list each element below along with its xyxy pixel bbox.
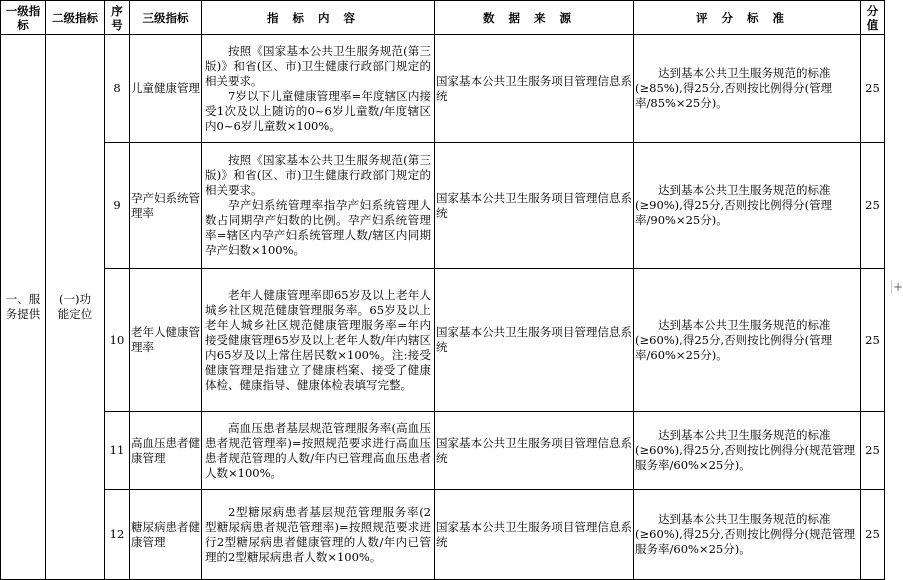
row-indicator-name: 孕产妇系统管理率	[130, 143, 202, 269]
row-seq: 11	[105, 412, 130, 490]
header-source: 数据来源	[435, 1, 634, 35]
row-criteria-text: 达到基本公共卫生服务规范的标准(≥60%),得25分,否则按比例得分(规范管理服务率/60%×25分)。	[635, 428, 856, 472]
row-content-p2: 孕产妇系统管理率指孕产妇系统管理人数占同期孕产妇数的比例。孕产妇系统管理率=辖区内孕产妇系统管理人数/辖区内同期孕产妇数×100%。	[205, 198, 431, 257]
group-level1: 一、服务提供	[1, 35, 46, 580]
row-score: 25	[861, 143, 885, 269]
row-content-p2: 7岁以下儿童健康管理率=年度辖区内接受1次及以上随访的0~6岁儿童数/年度辖区内0~6岁儿童数×100%。	[205, 88, 431, 133]
header-level1: 一级指标	[1, 1, 46, 35]
row-source: 国家基本公共卫生服务项目管理信息系统	[435, 269, 634, 412]
header-level3: 三级指标	[130, 1, 202, 35]
row-score: 25	[861, 35, 885, 143]
header-seq: 序号	[105, 1, 130, 35]
header-row	[1, 1, 885, 35]
row-seq: 9	[105, 143, 130, 269]
row-criteria-text: 达到基本公共卫生服务规范的标准(≥60%),得25分,否则按比例得分(管理率/60%×25分)。	[635, 317, 833, 362]
row-score: 25	[861, 269, 885, 412]
row-content	[202, 412, 435, 490]
table-row	[1, 269, 885, 412]
row-criteria-text: 达到基本公共卫生服务规范的标准(≥85%),得25分,否则按比例得分(管理率/85%×25分)。	[635, 66, 833, 110]
row-criteria-text: 达到基本公共卫生服务规范的标准(≥60%),得25分,否则按比例得分(规范管理服务率/60%×25分)。	[635, 512, 856, 556]
row-seq: 10	[105, 269, 130, 412]
header-level2: 二级指标	[46, 1, 105, 35]
row-criteria-text: 达到基本公共卫生服务规范的标准(≥90%),得25分,否则按比例得分(管理率/90%×25分)。	[635, 183, 833, 227]
row-content	[202, 490, 435, 580]
row-criteria	[634, 143, 861, 269]
row-content-p1: 按照《国家基本公共卫生服务规范(第三版)》和省(区、市)卫生健康行政部门规定的相关要求。	[205, 43, 431, 88]
row-indicator-name: 老年人健康管理率	[130, 269, 202, 412]
row-content-p1: 老年人健康管理率即65岁及以上老年人城乡社区规范健康管理服务率。65岁及以上老年人城乡社区规范健康管理服务率=年内接受健康管理65岁及以上老年人数/年内辖区内65岁及以上常住居民数×100%。注:接受健康管理是指建立了健康档案、接受了健康体检、健康指导、健康体检表填写完整。	[205, 287, 431, 392]
row-content	[202, 143, 435, 269]
row-source: 国家基本公共卫生服务项目管理信息系统	[435, 412, 634, 490]
row-seq: 8	[105, 35, 130, 143]
table-row	[1, 412, 885, 490]
row-score: 25	[861, 412, 885, 490]
row-content	[202, 35, 435, 143]
row-content-p1: 按照《国家基本公共卫生服务规范(第三版)》和省(区、市)卫生健康行政部门规定的相关要求。	[205, 153, 431, 197]
row-indicator-name: 儿童健康管理	[130, 35, 202, 143]
header-score: 分值	[861, 1, 885, 35]
table-row	[1, 35, 885, 143]
row-criteria	[634, 269, 861, 412]
row-criteria	[634, 490, 861, 580]
group-level2: (一)功能定位	[46, 35, 105, 580]
row-source: 国家基本公共卫生服务项目管理信息系统	[435, 35, 634, 143]
row-content-p1: 高血压患者基层规范管理服务率(高血压患者规范管理率)=按照规范要求进行高血压患者规范管理的人数/年内已管理高血压患者人数×100%。	[205, 420, 431, 480]
row-indicator-name: 糖尿病患者健康管理	[130, 490, 202, 580]
row-source: 国家基本公共卫生服务项目管理信息系统	[435, 490, 634, 580]
row-content-p1: 2型糖尿病患者基层规范管理服务率(2型糖尿病患者规范管理率)=按照规范要求进行2型糖尿病患者健康管理的人数/年内已管理的2型糖尿病患者人数×100%。	[205, 504, 431, 564]
row-score: 25	[861, 490, 885, 580]
expand-plus-button[interactable]: +	[892, 280, 903, 294]
row-source: 国家基本公共卫生服务项目管理信息系统	[435, 143, 634, 269]
header-content: 指标内容	[202, 1, 435, 35]
table-row	[1, 143, 885, 269]
row-indicator-name: 高血压患者健康管理	[130, 412, 202, 490]
row-criteria	[634, 35, 861, 143]
table-row	[1, 490, 885, 580]
row-content	[202, 269, 435, 412]
row-seq: 12	[105, 490, 130, 580]
header-criteria: 评分标准	[634, 1, 861, 35]
row-criteria	[634, 412, 861, 490]
